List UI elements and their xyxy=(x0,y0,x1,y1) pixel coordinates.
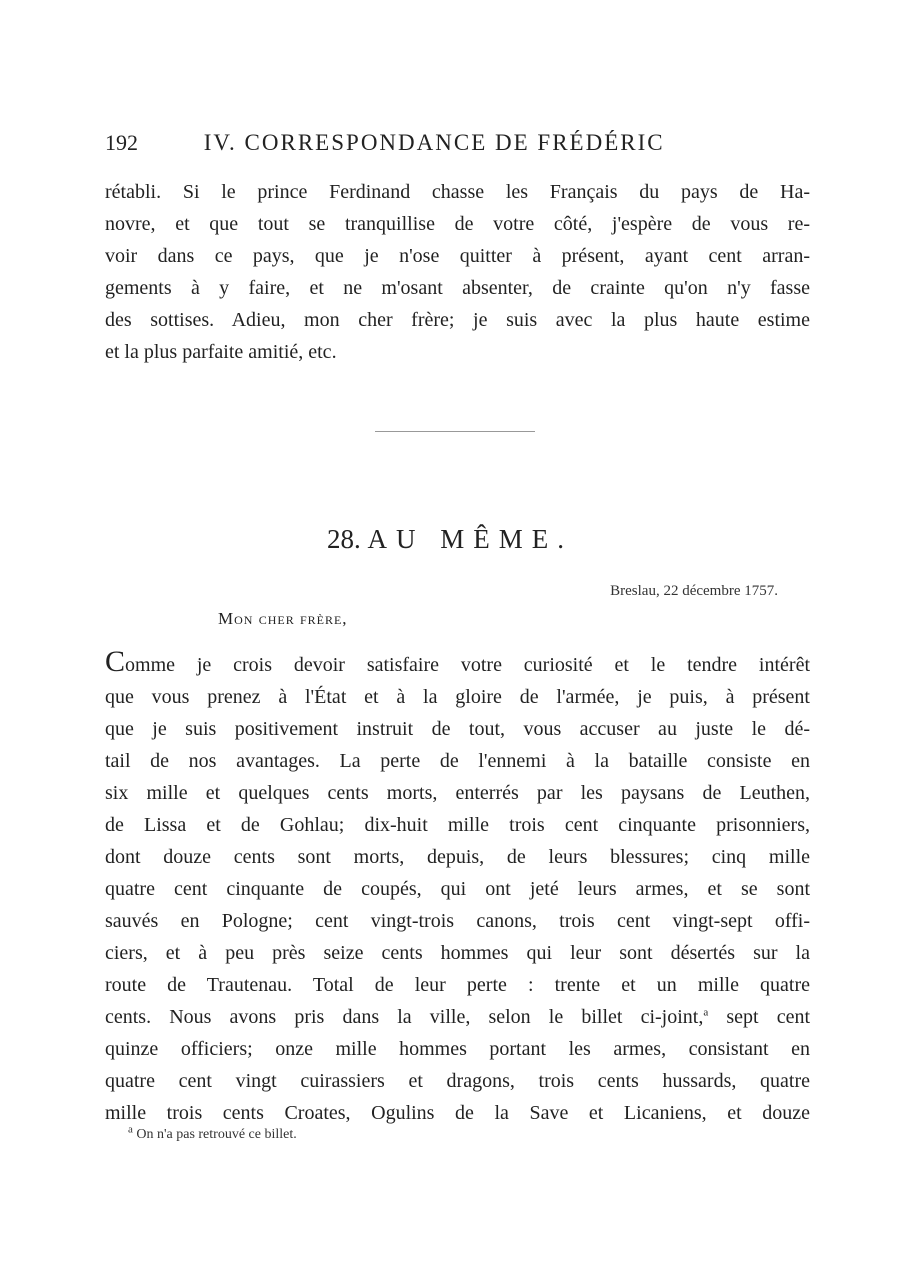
text-line: quatre cent vingt cuirassiers et dragons, trois cents hussards, quatre xyxy=(105,1070,810,1092)
text-line: de Lissa et de Gohlau; dix-huit mille trois cent cinquante prisonniers, xyxy=(105,814,810,836)
text-segment: cents. Nous avons pris dans la ville, selon le billet ci-joint, xyxy=(105,1006,704,1028)
first-line-text: omme je crois devoir satisfaire votre curiosité et le tendre intérêt xyxy=(125,654,810,676)
text-line: et la plus parfaite amitié, etc. xyxy=(105,341,337,363)
previous-letter-ending xyxy=(105,176,810,368)
text-line: mille trois cents Croates, Ogulins de la Save et Licaniens, et douze xyxy=(105,1102,810,1124)
text-line: voir dans ce pays, que je n'ose quitter à présent, ayant cent arran- xyxy=(105,245,810,267)
text-line: des sottises. Adieu, mon cher frère; je suis avec la plus haute estime xyxy=(105,309,810,331)
page-number: 192 xyxy=(105,130,138,155)
drop-initial: C xyxy=(105,645,126,678)
letter-body xyxy=(105,646,810,1129)
text-line: rétabli. Si le prince Ferdinand chasse les Français du pays de Ha- xyxy=(105,181,810,203)
running-head xyxy=(105,130,745,156)
text-line: quinze officiers; onze mille hommes portant les armes, consistant en xyxy=(105,1038,810,1060)
text-line xyxy=(105,646,810,681)
footnote xyxy=(128,1123,297,1143)
letter-title: AU MÊME. xyxy=(367,524,573,554)
text-line xyxy=(105,1001,810,1033)
text-line: six mille et quelques cents morts, enterrés par les paysans de Leuthen, xyxy=(105,782,810,804)
footnote-marker: a xyxy=(128,1123,133,1136)
dateline: Breslau, 22 décembre 1757. xyxy=(610,583,778,599)
text-line: que je suis positivement instruit de tout, vous accuser au juste le dé- xyxy=(105,718,810,740)
text-line: novre, et que tout se tranquillise de votre côté, j'espère de vous re- xyxy=(105,213,810,235)
footnote-text: On n'a pas retrouvé ce billet. xyxy=(136,1127,297,1142)
salutation: Mon cher frère, xyxy=(218,609,348,628)
letter-number: 28. xyxy=(327,524,361,554)
text-line: dont douze cents sont morts, depuis, de leurs blessures; cinq mille xyxy=(105,846,810,868)
text-line: route de Trautenau. Total de leur perte : trente et un mille quatre xyxy=(105,974,810,996)
running-title: IV. CORRESPONDANCE DE FRÉDÉRIC xyxy=(203,130,665,155)
section-divider xyxy=(375,431,535,432)
text-line: tail de nos avantages. La perte de l'ennemi à la bataille consiste en xyxy=(105,750,810,772)
letter-heading xyxy=(0,524,900,555)
text-segment: sept cent xyxy=(708,1006,811,1028)
text-line: ciers, et à peu près seize cents hommes qui leur sont désertés sur la xyxy=(105,942,810,964)
text-line: sauvés en Pologne; cent vingt-trois canons, trois cent vingt-sept offi- xyxy=(105,910,810,932)
text-line: gements à y faire, et ne m'osant absenter, de crainte qu'on n'y fasse xyxy=(105,277,810,299)
footnote-reference[interactable]: a xyxy=(703,1006,709,1019)
text-line: quatre cent cinquante de coupés, qui ont jeté leurs armes, et se sont xyxy=(105,878,810,900)
text-line: que vous prenez à l'État et à la gloire de l'armée, je puis, à présent xyxy=(105,686,810,708)
